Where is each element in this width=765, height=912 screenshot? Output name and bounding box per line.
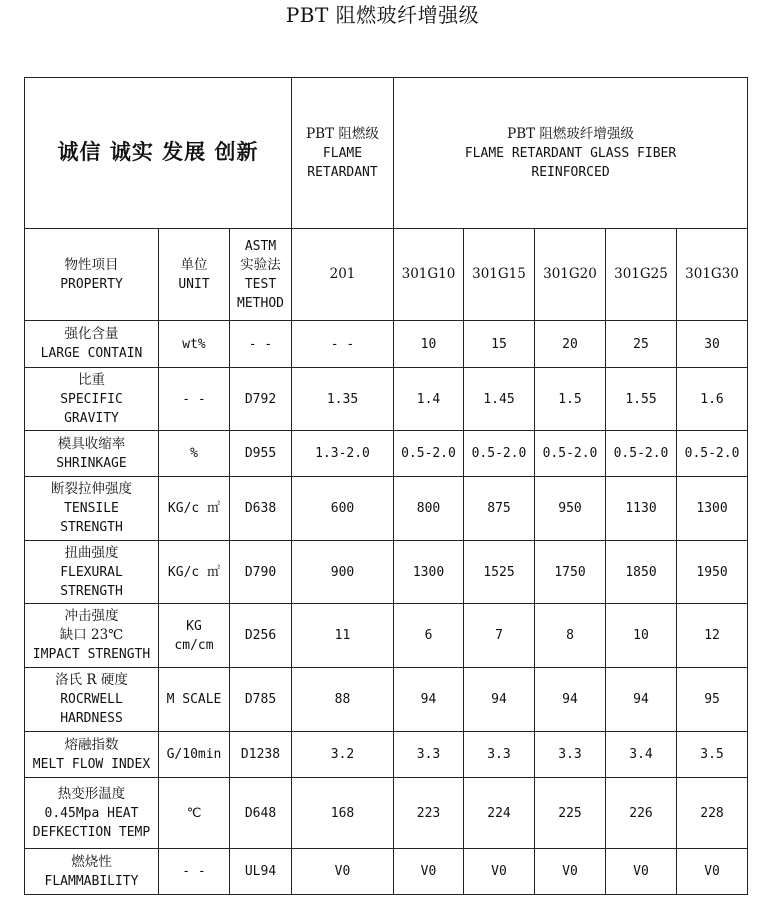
value-cell: 1750	[535, 541, 606, 604]
value-cell: 3.2	[292, 732, 394, 778]
table-row	[25, 368, 748, 431]
cell-line: SHRINKAGE	[56, 455, 127, 471]
cell-line: HARDNESS	[60, 711, 123, 726]
cell-line: LARGE CONTAIN	[40, 346, 143, 361]
header-line: UNIT	[178, 276, 210, 292]
method-cell: D638	[230, 477, 292, 541]
cell-line: 比重	[78, 371, 105, 388]
cell-line: 冲击强度	[64, 608, 119, 624]
value-cell: V0	[606, 849, 677, 895]
value-cell: 94	[606, 668, 677, 732]
table-row	[25, 541, 748, 604]
value-cell: 0.5-2.0	[535, 431, 606, 477]
cell-line: IMPACT STRENGTH	[32, 647, 151, 662]
value-cell: V0	[464, 849, 535, 895]
value-cell: 800	[394, 477, 464, 541]
property-cell	[25, 732, 159, 778]
property-cell	[25, 668, 159, 732]
value-cell: 1300	[677, 477, 748, 541]
cell-line: SPECIFIC	[60, 391, 123, 407]
value-cell: 10	[394, 321, 464, 368]
value-cell: 3.3	[464, 732, 535, 778]
unit-cell	[159, 604, 230, 668]
group1-line: PBT 阻燃级	[306, 125, 379, 142]
value-cell: 30	[677, 321, 748, 368]
cell-line: 扭曲强度	[64, 544, 119, 561]
value-cell: 15	[464, 321, 535, 368]
unit-header	[159, 229, 230, 321]
property-cell	[25, 778, 159, 849]
cell-line: %	[190, 446, 198, 461]
property-cell	[25, 477, 159, 541]
column-header-row	[25, 229, 748, 321]
value-cell: 94	[535, 668, 606, 732]
value-cell: 228	[677, 778, 748, 849]
grade-header: 301G30	[677, 229, 748, 321]
grade-header: 301G10	[394, 229, 464, 321]
value-cell: 0.5-2.0	[606, 431, 677, 477]
value-cell: 1.6	[677, 368, 748, 431]
method-cell: D792	[230, 368, 292, 431]
unit-cell	[159, 668, 230, 732]
cell-line: 热变形温度	[57, 785, 126, 802]
cell-line: 断裂拉伸强度	[51, 481, 132, 497]
table-row	[25, 732, 748, 778]
group-flame-retardant	[292, 78, 394, 229]
cell-line: FLEXURAL	[60, 564, 123, 580]
value-cell: V0	[292, 849, 394, 895]
method-cell: D785	[230, 668, 292, 732]
group1-line: RETARDANT	[307, 164, 378, 180]
cell-line: 0.45Mpa HEAT	[44, 805, 139, 821]
property-cell	[25, 368, 159, 431]
unit-cell	[159, 477, 230, 541]
header-line: 单位	[180, 256, 208, 273]
cell-line: STRENGTH	[60, 583, 123, 599]
value-cell: 225	[535, 778, 606, 849]
value-cell: 3.5	[677, 732, 748, 778]
value-cell: 3.4	[606, 732, 677, 778]
cell-line: STRENGTH	[60, 520, 123, 535]
cell-line: - -	[182, 391, 206, 407]
cell-line: 熔融指数	[64, 736, 119, 753]
header-line: ASTM	[244, 238, 277, 254]
cell-line: KG/c ㎡	[167, 564, 221, 580]
value-cell: 226	[606, 778, 677, 849]
property-header	[25, 229, 159, 321]
slogan: 诚信 诚实 发展 创新	[57, 138, 259, 164]
group2-line: FLAME RETARDANT GLASS FIBER	[464, 145, 677, 161]
value-cell: 7	[464, 604, 535, 668]
cell-line: wt%	[182, 336, 206, 352]
grade-header: 301G15	[464, 229, 535, 321]
table-row	[25, 321, 748, 368]
data-rows	[25, 321, 748, 895]
spec-table	[24, 77, 748, 895]
value-cell: 88	[292, 668, 394, 732]
value-cell: V0	[394, 849, 464, 895]
value-cell: 168	[292, 778, 394, 849]
value-cell: 20	[535, 321, 606, 368]
header-line: PROPERTY	[60, 276, 123, 292]
value-cell: 1300	[394, 541, 464, 604]
value-cell: 6	[394, 604, 464, 668]
value-cell: 1.45	[464, 368, 535, 431]
method-header	[230, 229, 292, 321]
value-cell: 1.3-2.0	[292, 431, 394, 477]
group2-line: PBT 阻燃玻纤增强级	[507, 125, 634, 142]
cell-line: 洛氏 R 硬度	[55, 672, 128, 688]
value-cell: 11	[292, 604, 394, 668]
cell-line: 模具收缩率	[57, 435, 126, 452]
table-header-row	[25, 78, 748, 229]
value-cell: 94	[464, 668, 535, 732]
group-glass-fiber	[394, 78, 748, 229]
header-line: 物性项目	[64, 256, 119, 273]
value-cell: 0.5-2.0	[677, 431, 748, 477]
cell-line: MELT FLOW INDEX	[32, 756, 151, 772]
cell-line: KG/c ㎡	[167, 501, 221, 516]
cell-line: cm/cm	[174, 637, 214, 653]
value-cell: 950	[535, 477, 606, 541]
group2-line: REINFORCED	[531, 164, 610, 180]
value-cell: 1130	[606, 477, 677, 541]
value-cell: 1.5	[535, 368, 606, 431]
method-cell: D955	[230, 431, 292, 477]
property-cell	[25, 321, 159, 368]
grade-header: 301G25	[606, 229, 677, 321]
grade-header: 201	[292, 229, 394, 321]
value-cell: 1.35	[292, 368, 394, 431]
value-cell: 0.5-2.0	[394, 431, 464, 477]
method-cell: - -	[230, 321, 292, 368]
cell-line: ℃	[186, 805, 202, 821]
property-cell	[25, 431, 159, 477]
value-cell: 3.3	[535, 732, 606, 778]
value-cell: 600	[292, 477, 394, 541]
page-title: PBT 阻燃玻纤增强级	[285, 3, 480, 27]
method-cell: D256	[230, 604, 292, 668]
slogan-cell	[25, 78, 292, 229]
property-cell	[25, 849, 159, 895]
header-line: METHOD	[237, 295, 284, 311]
unit-cell	[159, 431, 230, 477]
group1-line: FLAME	[322, 145, 363, 161]
cell-line: 燃烧性	[71, 853, 112, 870]
table-row	[25, 849, 748, 895]
cell-line: GRAVITY	[64, 410, 119, 426]
property-cell	[25, 541, 159, 604]
value-cell: 3.3	[394, 732, 464, 778]
value-cell: 1.55	[606, 368, 677, 431]
method-cell: D648	[230, 778, 292, 849]
cell-line: M SCALE	[166, 692, 222, 707]
cell-line: FLAMMABILITY	[44, 873, 139, 889]
table-row	[25, 604, 748, 668]
method-cell: D790	[230, 541, 292, 604]
value-cell: 1950	[677, 541, 748, 604]
value-cell: 875	[464, 477, 535, 541]
value-cell: 10	[606, 604, 677, 668]
cell-line: G/10min	[166, 747, 222, 762]
grade-header: 301G20	[535, 229, 606, 321]
table-row	[25, 477, 748, 541]
cell-line: DEFKECTION TEMP	[32, 824, 151, 840]
value-cell: - -	[292, 321, 394, 368]
cell-line: KG	[186, 618, 202, 634]
header-line: 实验法	[240, 256, 281, 273]
value-cell: V0	[535, 849, 606, 895]
value-cell: 1.4	[394, 368, 464, 431]
cell-line: 强化含量	[64, 326, 119, 342]
value-cell: 1525	[464, 541, 535, 604]
cell-line: TENSILE	[64, 501, 119, 516]
value-cell: 0.5-2.0	[464, 431, 535, 477]
value-cell: 900	[292, 541, 394, 604]
header-line: TEST	[244, 276, 277, 292]
cell-line: 缺口 23℃	[59, 627, 124, 643]
cell-line: ROCRWELL	[60, 692, 123, 707]
unit-cell	[159, 849, 230, 895]
unit-cell	[159, 541, 230, 604]
property-cell	[25, 604, 159, 668]
value-cell: 25	[606, 321, 677, 368]
value-cell: 8	[535, 604, 606, 668]
table-row	[25, 431, 748, 477]
method-cell: D1238	[230, 732, 292, 778]
value-cell: 1850	[606, 541, 677, 604]
value-cell: 224	[464, 778, 535, 849]
unit-cell	[159, 368, 230, 431]
value-cell: 223	[394, 778, 464, 849]
value-cell: V0	[677, 849, 748, 895]
unit-cell	[159, 321, 230, 368]
method-cell: UL94	[230, 849, 292, 895]
value-cell: 12	[677, 604, 748, 668]
table-row	[25, 668, 748, 732]
unit-cell	[159, 732, 230, 778]
table-row	[25, 778, 748, 849]
value-cell: 95	[677, 668, 748, 732]
cell-line: - -	[182, 864, 206, 879]
value-cell: 94	[394, 668, 464, 732]
unit-cell	[159, 778, 230, 849]
